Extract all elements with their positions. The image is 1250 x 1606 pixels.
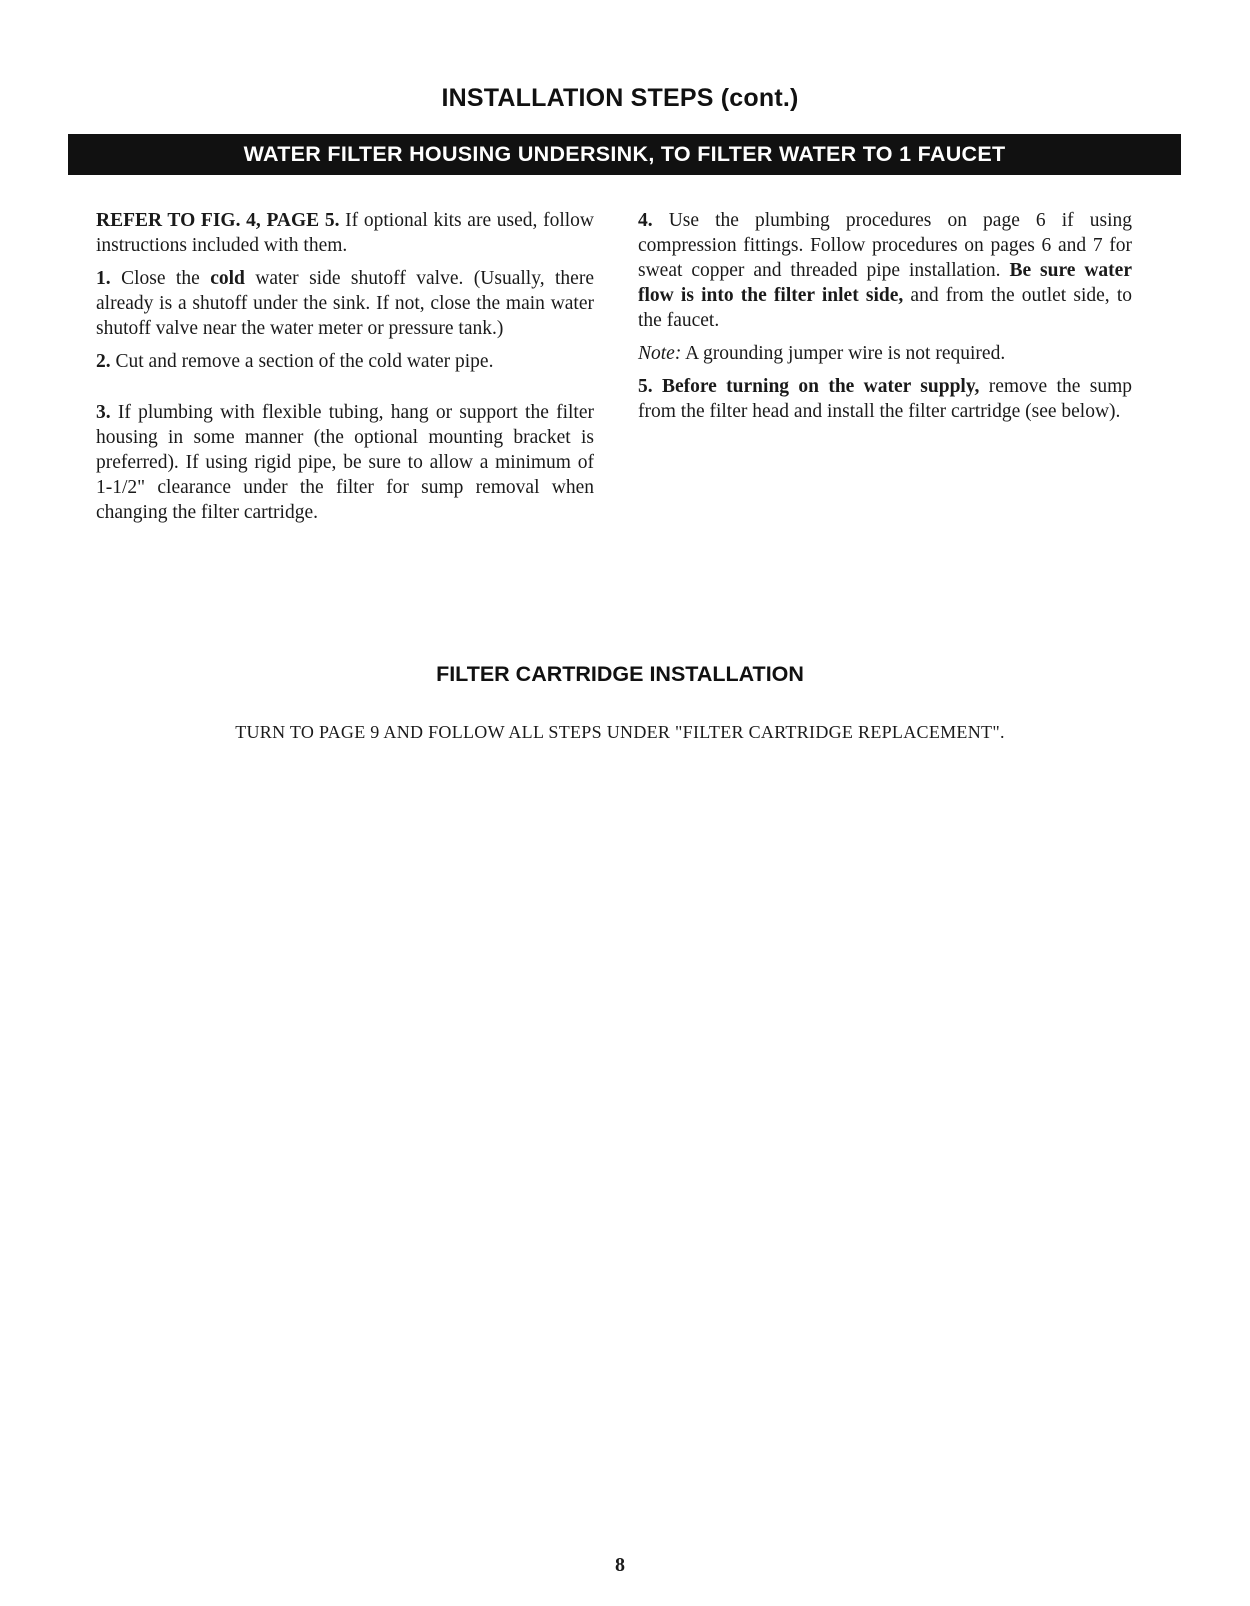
step-5	[638, 374, 1132, 424]
step-4-text: Use the plumbing procedures on page 6 if using compression fittings. Follow procedures on pages 6 and 7 for sweat copper and threaded pipe installation.	[638, 210, 1132, 281]
step-5-lead: 5. Before turning on the water supply,	[638, 376, 980, 397]
step-5-text: remove the sump from the filter head and install the filter cartridge (see below).	[638, 376, 1132, 422]
step-3-text: If plumbing with flexible tubing, hang or support the filter housing in some manner (the optional mounting bracket is preferred). If using rigid pipe, be sure to allow a minimum of 1-1/2" clearance under the filter for sump removal when changing the filter cartridge.	[96, 402, 594, 523]
step-1	[96, 266, 594, 341]
left-column	[96, 208, 594, 533]
page-title: INSTALLATION STEPS (cont.)	[441, 84, 799, 112]
step-4-tail: and from the outlet side, to the faucet.	[638, 285, 1132, 331]
note	[638, 341, 1132, 366]
step-1-cold: cold	[210, 268, 245, 289]
note-text: A grounding jumper wire is not required.	[681, 343, 1006, 364]
step-3-number: 3.	[96, 402, 111, 423]
step-1-number: 1.	[96, 268, 111, 289]
intro-text: If optional kits are used, follow instructions included with them.	[96, 210, 595, 256]
page-number: 8	[615, 1554, 625, 1576]
step-2	[96, 349, 594, 374]
note-label: Note:	[638, 343, 682, 364]
step-4	[638, 208, 1132, 333]
step-3	[96, 400, 594, 525]
step-2-number: 2.	[96, 351, 111, 372]
step-1-text-b: water side shutoff valve. (Usually, there already is a shutoff under the sink. If not, close the main water shutoff valve near the water meter or pressure tank.)	[96, 268, 594, 339]
cartridge-section-title: FILTER CARTRIDGE INSTALLATION	[436, 662, 804, 686]
step-4-number: 4.	[638, 210, 653, 231]
intro-reference: REFER TO FIG. 4, PAGE 5.	[96, 210, 340, 231]
step-4-emphasis: Be sure water flow is into the filter inlet side,	[638, 260, 1132, 306]
cartridge-section-text: TURN TO PAGE 9 AND FOLLOW ALL STEPS UNDER "FILTER CARTRIDGE REPLACEMENT".	[235, 722, 1005, 742]
step-1-text-a: Close the	[110, 268, 211, 289]
right-column	[638, 208, 1132, 432]
step-2-text: Cut and remove a section of the cold water pipe.	[110, 351, 494, 372]
intro-paragraph	[96, 208, 594, 258]
section-banner: WATER FILTER HOUSING UNDERSINK, TO FILTER WATER TO 1 FAUCET	[68, 134, 1181, 175]
